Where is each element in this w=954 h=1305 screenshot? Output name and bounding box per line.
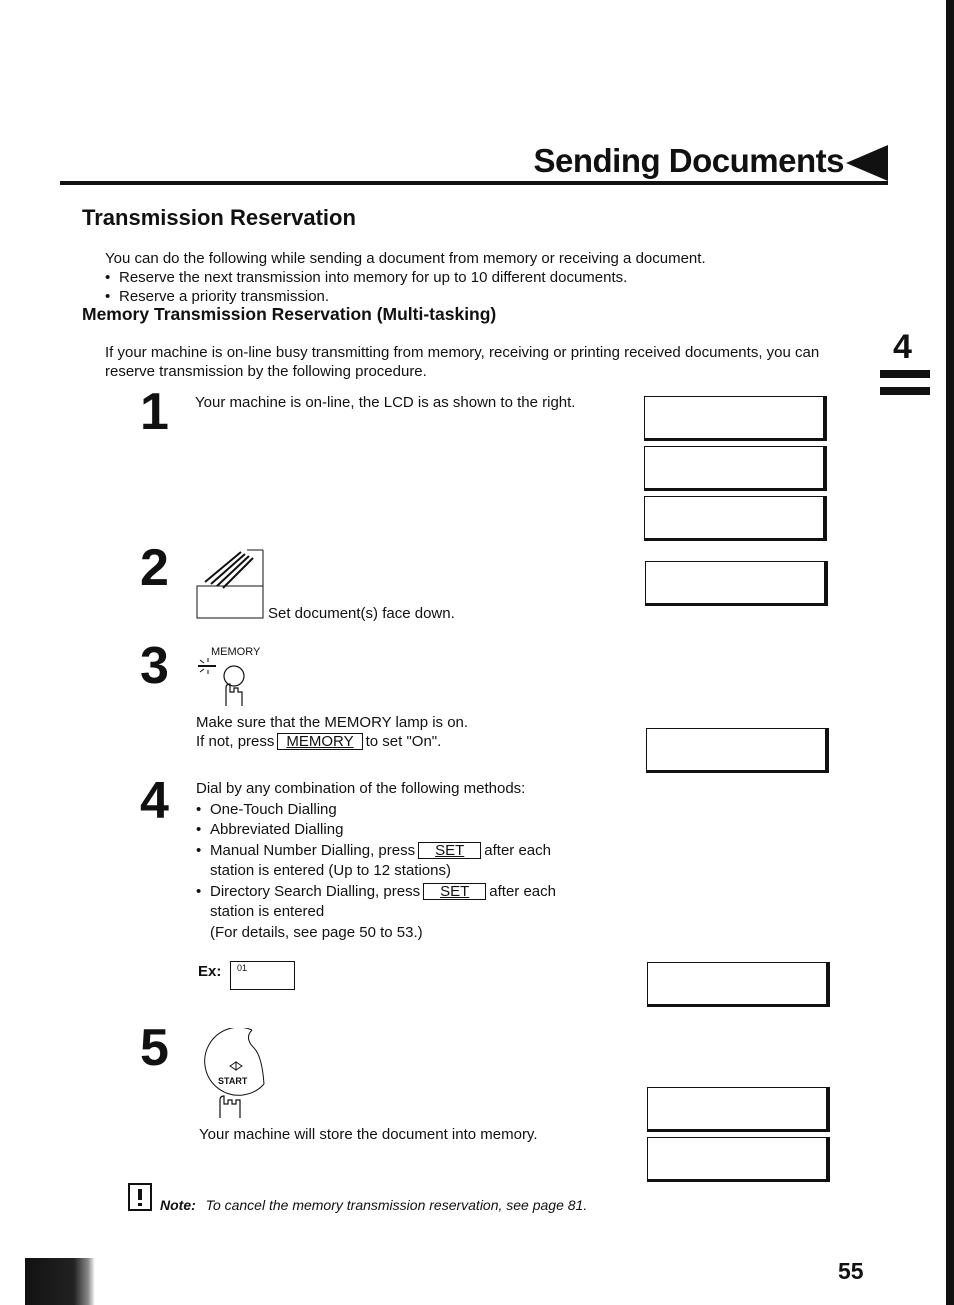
step-number: 2	[140, 539, 169, 597]
list-item: • Reserve the next transmission into memory for up to 10 different documents.	[105, 268, 805, 287]
step3-line2-pre: If not, press	[196, 733, 275, 750]
note	[160, 1197, 587, 1213]
section-bullets	[105, 268, 805, 306]
lcd-line	[652, 1002, 826, 1007]
step3-line1: Make sure that the MEMORY lamp is on.	[196, 714, 469, 731]
set-key: SET	[418, 842, 481, 859]
step1-text: Your machine is on-line, the LCD is as shown to the right.	[195, 394, 576, 411]
lcd-display	[647, 962, 830, 1007]
page-number: 55	[838, 1258, 864, 1284]
list-item	[196, 882, 616, 944]
step4-intro: Dial by any combination of the following methods:	[196, 780, 526, 797]
one-touch-key-label: 01	[237, 963, 248, 973]
document-feed-icon	[195, 548, 267, 620]
b3-post: after each	[484, 841, 551, 859]
b3-cont: station is entered (Up to 12 stations)	[210, 862, 451, 879]
one-touch-key	[230, 961, 295, 990]
step5-text: Your machine will store the document into memory.	[199, 1126, 538, 1143]
memory-key: MEMORY	[277, 733, 362, 750]
step4-methods	[196, 800, 616, 944]
subsection-intro-line: reserve transmission by the following procedure.	[105, 363, 427, 380]
memory-button-icon	[196, 658, 256, 708]
subsection-title: Memory Transmission Reservation (Multi-tasking)	[82, 304, 497, 324]
step4-content	[196, 779, 616, 943]
step2-text: Set document(s) face down.	[268, 605, 455, 622]
lcd-display	[647, 1087, 830, 1132]
b3-pre: Manual Number Dialling, press	[210, 841, 416, 859]
section-title: Transmission Reservation	[82, 205, 356, 230]
lcd-line	[651, 768, 825, 773]
b4-post: after each	[489, 882, 556, 900]
lcd-line	[652, 1177, 826, 1182]
subsection-intro-line: If your machine is on-line busy transmitting from memory, receiving or printing received documents, you can	[105, 344, 820, 361]
lcd-display	[644, 396, 827, 441]
note-label: Note:	[160, 1197, 196, 1213]
memory-lamp-label: MEMORY	[211, 646, 261, 658]
lcd-line	[652, 1127, 826, 1132]
section-intro	[105, 249, 805, 306]
step-number: 4	[140, 772, 169, 830]
step-number: 3	[140, 637, 169, 695]
chapter-bar	[880, 387, 930, 395]
lcd-line	[649, 486, 823, 491]
note-icon	[128, 1183, 152, 1211]
list-item	[196, 841, 616, 882]
lcd-line	[649, 536, 823, 541]
page-corner-mark	[25, 1258, 95, 1305]
list-item: • Reserve a priority transmission.	[105, 287, 805, 306]
section-intro-text: You can do the following while sending a document from memory or receiving a document.	[105, 250, 706, 267]
header-rule	[60, 181, 888, 185]
b4-pre: Directory Search Dialling, press	[210, 882, 421, 900]
step3-line2	[196, 732, 468, 751]
list-item: • Abbreviated Dialling	[196, 820, 616, 841]
step-number: 5	[140, 1019, 169, 1077]
b4-cont2: (For details, see page 50 to 53.)	[210, 923, 423, 941]
lcd-display	[647, 1137, 830, 1182]
header-title: Sending Documents	[533, 142, 844, 179]
start-button-icon	[196, 1028, 270, 1120]
step3-text	[196, 713, 468, 751]
list-item: • One-Touch Dialling	[196, 800, 616, 821]
page-edge-bar	[946, 0, 954, 1305]
subsection-intro	[105, 343, 865, 381]
start-button-label: START	[218, 1076, 248, 1086]
lcd-display	[646, 728, 829, 773]
b4-cont1: station is entered	[210, 903, 325, 920]
lcd-display	[644, 496, 827, 541]
lcd-display	[645, 561, 828, 606]
chapter-number: 4	[893, 328, 912, 366]
step-number: 1	[140, 383, 169, 441]
example-label: Ex:	[198, 963, 222, 980]
lcd-line	[650, 601, 824, 606]
chapter-bar	[880, 370, 930, 378]
note-text: To cancel the memory transmission reservation, see page 81.	[205, 1197, 588, 1213]
set-key: SET	[423, 883, 486, 900]
step3-line2-post: to set "On".	[365, 733, 442, 750]
lcd-display	[644, 446, 827, 491]
header-arrow-icon	[846, 145, 888, 181]
lcd-line	[649, 436, 823, 441]
